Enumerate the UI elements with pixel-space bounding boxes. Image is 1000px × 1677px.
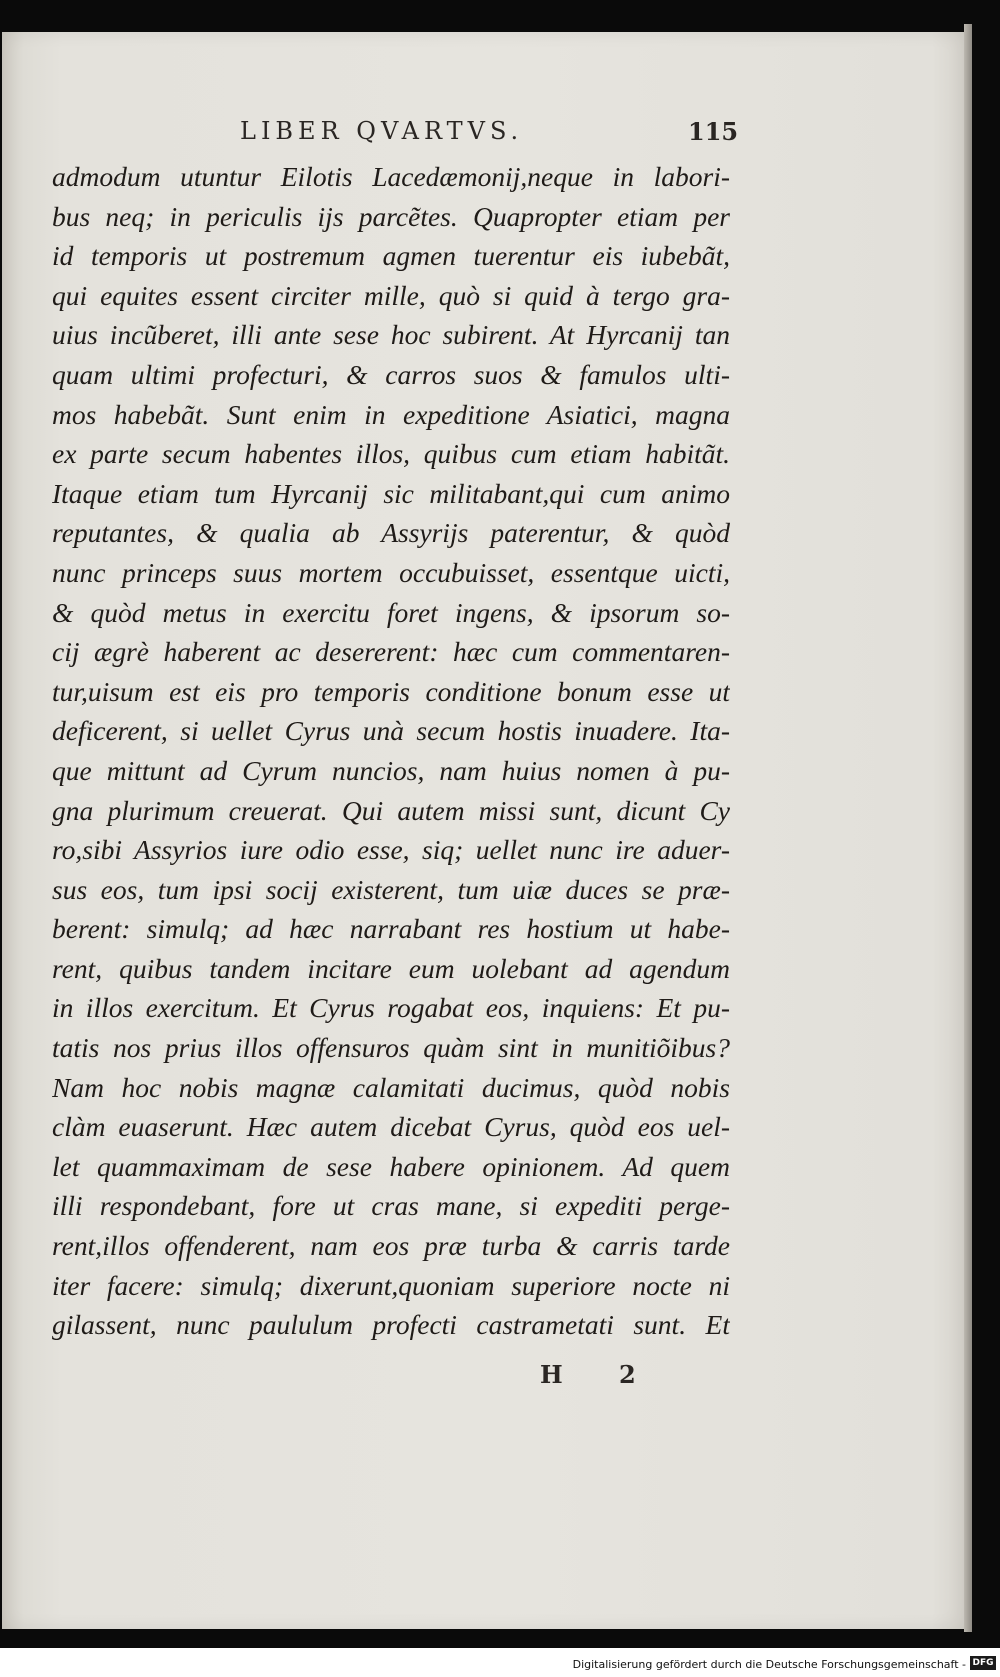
text-line: berent: simulq; ad hæc narrabant res hostium ut habe-	[52, 913, 730, 945]
text-line: que mittunt ad Cyrum nuncios, nam huius nomen à pu-	[52, 754, 730, 786]
text-line: let quammaximam de sese habere opinionem. Ad quem	[52, 1150, 730, 1182]
text-line: deficerent, si uellet Cyrus unà secum hostis inuadere. Ita-	[52, 715, 730, 747]
digitization-credit: Digitalisierung gefördert durch die Deutsche Forschungsgemeinschaft -	[572, 1658, 966, 1671]
text-line: uius incũberet, illi ante sese hoc subirent. At Hyrcanij tan	[52, 319, 730, 351]
text-line: & quòd metus in exercitu foret ingens, & ipsorum so-	[52, 596, 730, 628]
dfg-logo: DFG	[970, 1656, 996, 1670]
text-line: nunc princeps suus mortem occubuisset, essentque uicti,	[52, 556, 730, 588]
text-line: tur,uisum est eis pro temporis conditione bonum esse ut	[52, 675, 730, 707]
text-line: Itaque etiam tum Hyrcanij sic militabant,qui cum animo	[52, 477, 730, 509]
text-line: sus eos, tum ipsi socij existerent, tum uiæ duces se præ-	[52, 873, 730, 905]
text-line: gilassent, nunc paululum profecti castrametati sunt. Et	[52, 1309, 730, 1341]
text-line: tatis nos prius illos offensuros quàm sint in munitiõibus?	[52, 1032, 730, 1064]
body-text	[52, 157, 730, 1345]
text-line: ro,sibi Assyrios iure odio esse, siq; uellet nunc ire aduer-	[52, 834, 730, 866]
running-head: LIBER QVARTVS.	[240, 117, 524, 145]
text-line: quam ultimi profecturi, & carros suos & famulos ulti-	[52, 358, 730, 390]
text-line: clàm euaserunt. Hæc autem dicebat Cyrus, quòd eos uel-	[52, 1111, 730, 1143]
text-line: qui equites essent circiter mille, quò si quid à tergo gra-	[52, 279, 730, 311]
text-line: mos habebãt. Sunt enim in expeditione Asiatici, magna	[52, 398, 730, 430]
text-line: bus neq; in periculis ijs parcẽtes. Quapropter etiam per	[52, 200, 730, 232]
signature-mark: H 2	[540, 1360, 660, 1389]
text-line: in illos exercitum. Et Cyrus rogabat eos, inquiens: Et pu-	[52, 992, 730, 1024]
page-edge	[964, 24, 972, 1632]
page-number: 115	[688, 117, 739, 146]
text-line: rent, quibus tandem incitare eum uolebant ad agendum	[52, 952, 730, 984]
text-line: illi respondebant, fore ut cras mane, si expediti perge-	[52, 1190, 730, 1222]
text-line: gna plurimum creuerat. Qui autem missi sunt, dicunt Cy	[52, 794, 730, 826]
text-line: cij ægrè haberent ac desererent: hæc cum commentaren-	[52, 636, 730, 668]
text-line: Nam hoc nobis magnæ calamitati ducimus, quòd nobis	[52, 1071, 730, 1103]
text-line: admodum utuntur Eilotis Lacedæmonij,neque in labori-	[52, 161, 730, 192]
text-line: ex parte secum habentes illos, quibus cum etiam habitãt.	[52, 438, 730, 470]
text-line: reputantes, & qualia ab Assyrijs paterentur, & quòd	[52, 517, 730, 549]
text-line: iter facere: simulq; dixerunt,quoniam superiore nocte ni	[52, 1269, 730, 1301]
text-line: id temporis ut postremum agmen tuerentur eis iubebãt,	[52, 240, 730, 272]
text-line: rent,illos offenderent, nam eos præ turba & carris tarde	[52, 1230, 730, 1262]
